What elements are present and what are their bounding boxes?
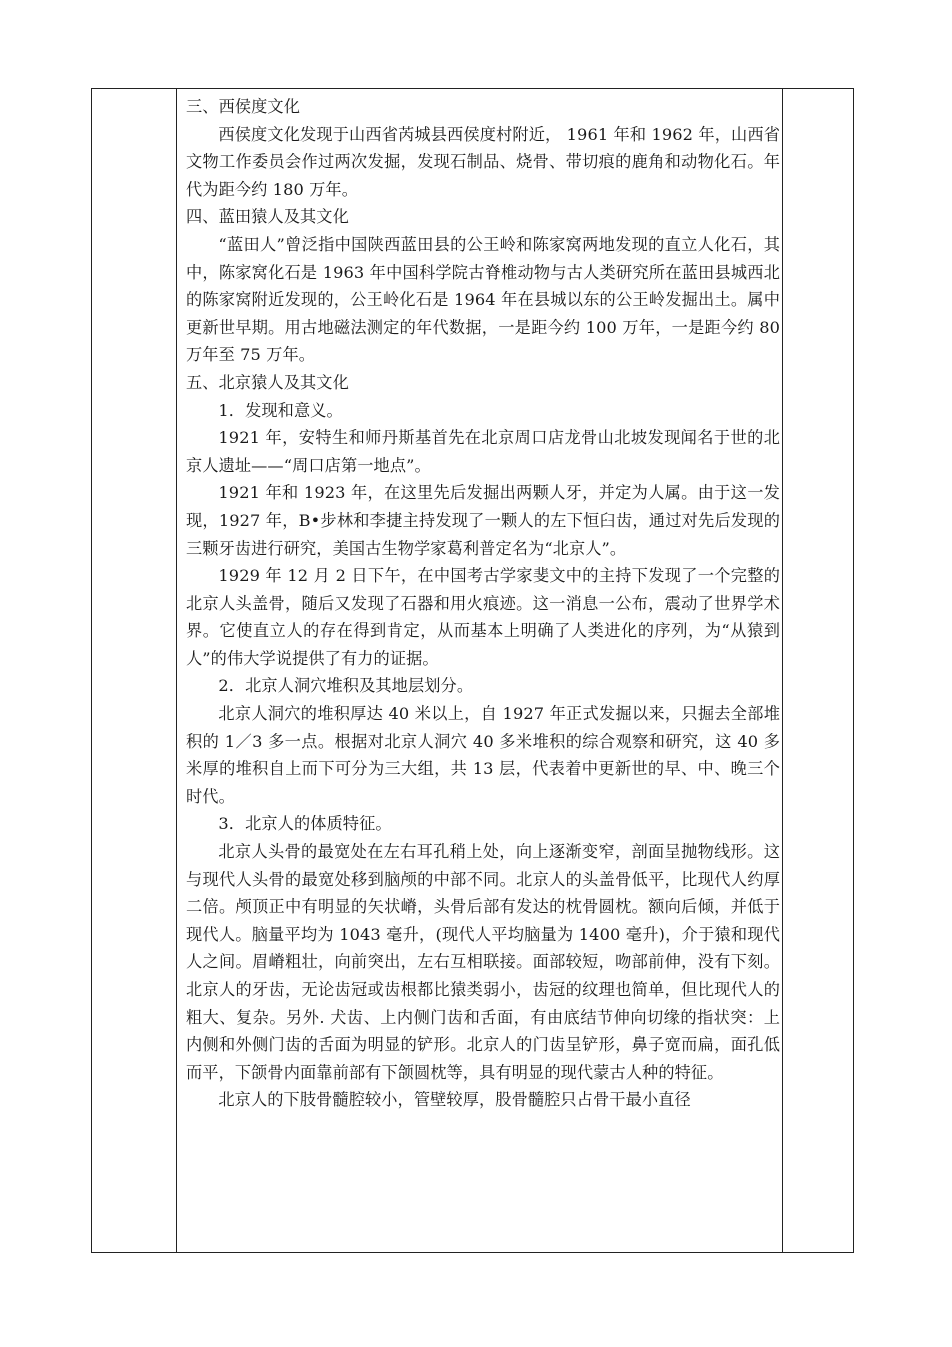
paragraph: 北京人的下肢骨髓腔较小，管壁较厚，股骨髓腔只占骨干最小直径 [218,1090,691,1110]
table-column-divider-left [176,89,177,1252]
main-text-cell [186,93,780,1114]
paragraph: 1921 年，安特生和师丹斯基首先在北京周口店龙骨山北坡发现闻名于世的北京人遗址——“周口店第一地点”。 [186,428,780,475]
heading-lantian: 四、蓝田猿人及其文化 [186,207,349,227]
paragraph: 西侯度文化发现于山西省芮城县西侯度村附近， 1961 年和 1962 年，山西省文物工作委员会作过两次发掘，发现石制品、烧骨、带切痕的鹿角和动物化石。年代为距今约 180 万年。 [186,124,780,199]
paragraph: 北京人头骨的最宽处在左右耳孔稍上处，向上逐渐变窄，剖面呈抛物线形。这与现代人头骨的最宽处移到脑颅的中部不同。北京人的头盖骨低平，比现代人约厚二倍。颅顶正中有明显的矢状嵴，头骨后部有发达的枕骨圆枕。额向后倾，并低于现代人。脑量平均为 1043 毫升，(现代人平均脑量为 1400 毫升)，介于猿和现代人之间。眉嵴粗壮，向前突出，左右互相联接。面部较短，吻部前伸，没有下刻。北京人的牙齿，无论齿冠或齿根都比猿类弱小，齿冠的纹理也简单，但比现代人的粗大、复杂。另外. 犬齿、上内侧门齿和舌面，有由底结节伸向切缘的指状突：上内侧和外侧门齿的舌面为明显的铲形。北京人的门齿呈铲形，鼻子宽而扁，面孔低而平，下颌骨内面靠前部有下颌圆枕等，具有明显的现代蒙古人种的特征。 [186,842,780,1082]
paragraph: 1921 年和 1923 年，在这里先后发掘出两颗人牙，并定为人属。由于这一发现，1927 年，B•步林和李捷主持发现了一颗人的左下恒臼齿，通过对先后发现的三颗牙齿进行研究，美国古生物学家葛利普定名为“北京人”。 [186,483,780,558]
document-table [91,88,854,1253]
paragraph: “蓝田人”曾泛指中国陕西蓝田县的公王岭和陈家窝两地发现的直立人化石，其中，陈家窝化石是 1963 年中国科学院古脊椎动物与古人类研究所在蓝田县城西北的陈家窝附近发现的，公王岭化石是 1964 年在县城以东的公王岭发掘出土。属中更新世早期。用古地磁法测定的年代数据，一是距今约 100 万年，一是距今约 80 万年至 75 万年。 [186,234,780,365]
subheading: 1．发现和意义。 [218,400,343,420]
paragraph: 1929 年 12 月 2 日下午，在中国考古学家斐文中的主持下发现了一个完整的北京人头盖骨，随后又发现了石器和用火痕迹。这一消息一公布，震动了世界学术界。它使直立人的存在得到肯定，从而基本上明确了人类进化的序列，为“从猿到人”的伟大学说提供了有力的证据。 [186,566,780,668]
heading-beijing: 五、北京猿人及其文化 [186,372,349,392]
subheading: 3．北京人的体质特征。 [218,814,392,834]
table-column-divider-right [782,89,783,1252]
paragraph: 北京人洞穴的堆积厚达 40 米以上，自 1927 年正式发掘以来，只掘去全部堆积的 1／3 多一点。根据对北京人洞穴 40 多米堆积的综合观察和研究，这 40 多米厚的堆积自上而下可分为三大组，共 13 层，代表着中更新世的早、中、晚三个时代。 [186,704,780,806]
heading-xihoudu: 三、西侯度文化 [186,97,301,116]
subheading: 2．北京人洞穴堆积及其地层划分。 [218,676,474,696]
